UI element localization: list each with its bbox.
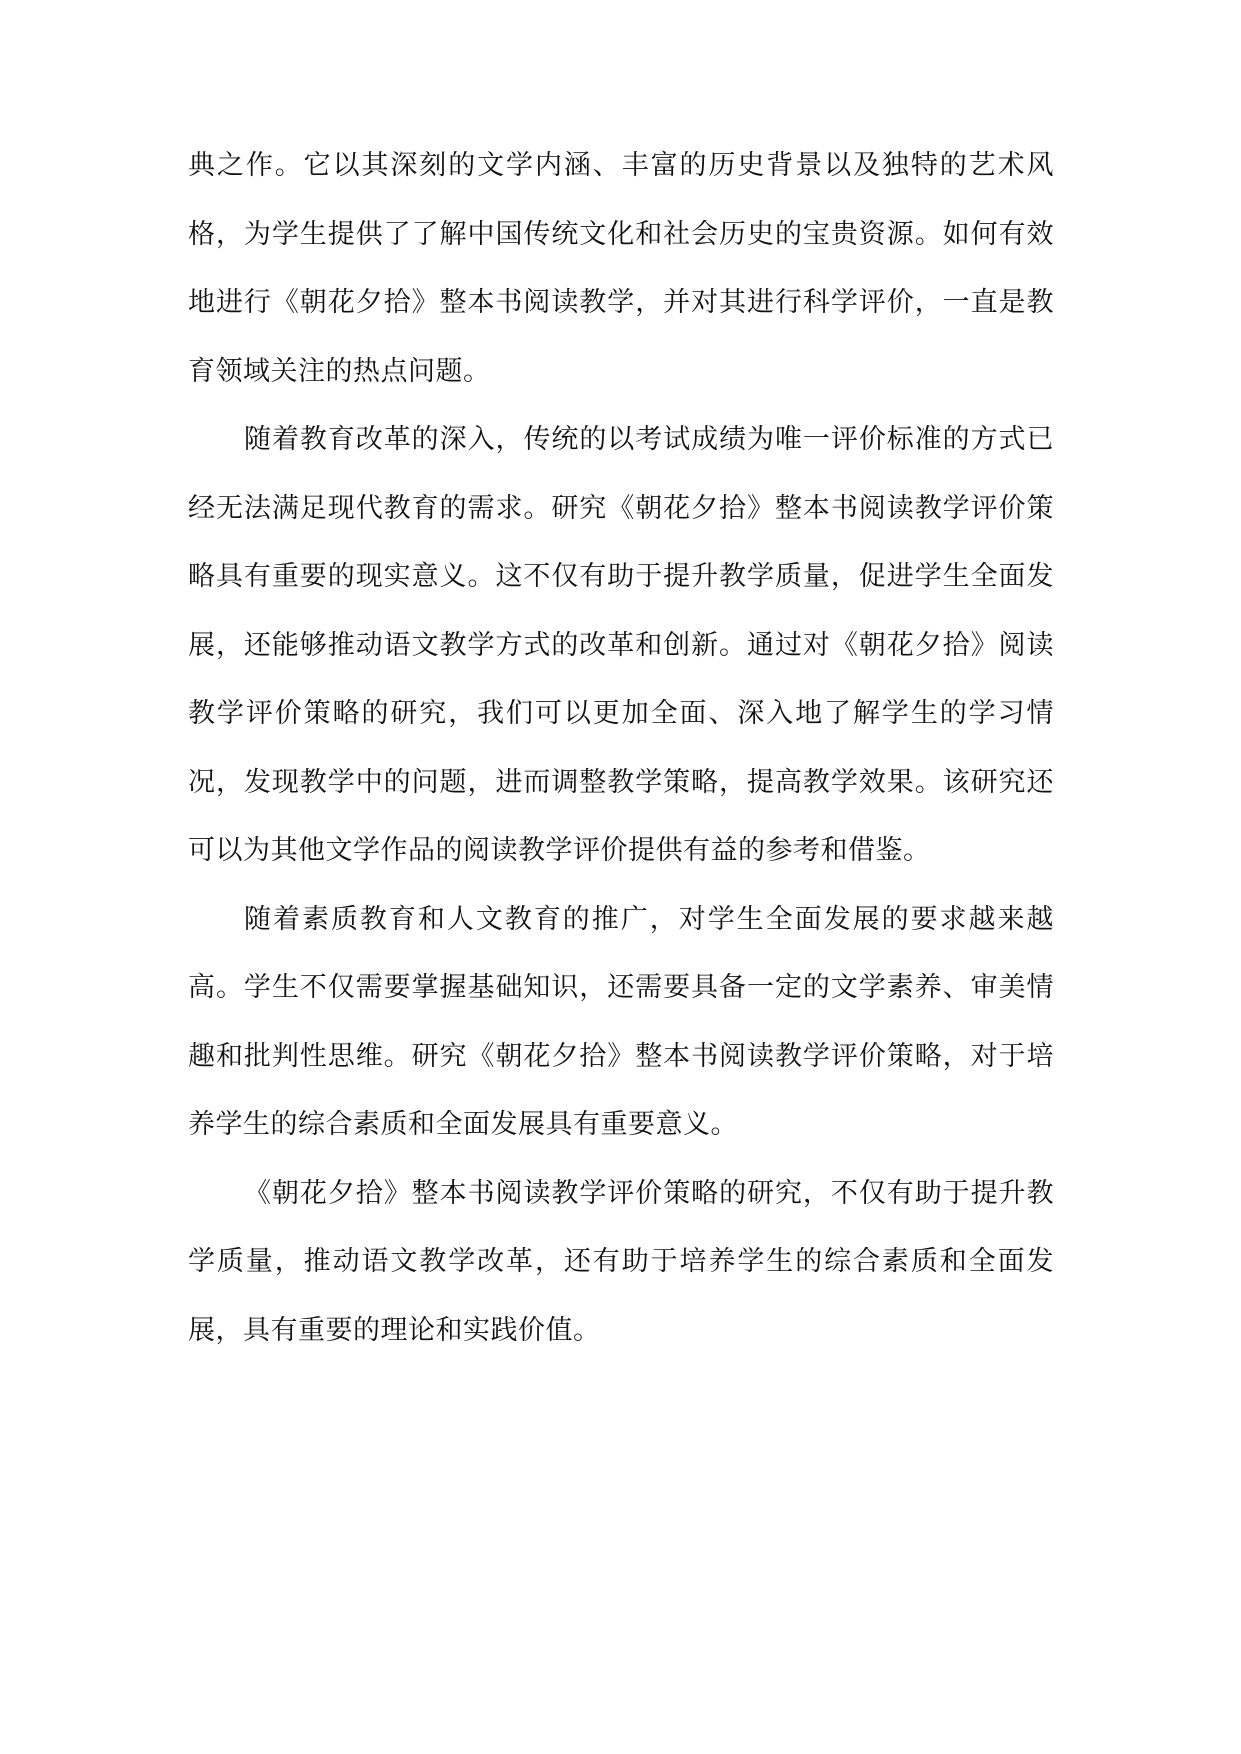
paragraph-3: 随着素质教育和人文教育的推广，对学生全面发展的要求越来越高。学生不仅需要掌握基础知识，还需要具备一定的文学素养、审美情趣和批判性思维。研究《朝花夕拾》整本书阅读教学评价策略，对于培养学生的综合素质和全面发展具有重要意义。 xyxy=(188,903,1054,1140)
document-body xyxy=(188,132,1054,1365)
paragraph-2: 随着教育改革的深入，传统的以考试成绩为唯一评价标准的方式已经无法满足现代教育的需求。研究《朝花夕拾》整本书阅读教学评价策略具有重要的现实意义。这不仅有助于提升教学质量，促进学生全面发展，还能够推动语文教学方式的改革和创新。通过对《朝花夕拾》阅读教学评价策略的研究，我们可以更加全面、深入地了解学生的学习情况，发现教学中的问题，进而调整教学策略，提高教学效果。该研究还可以为其他文学作品的阅读教学评价提供有益的参考和借鉴。 xyxy=(188,424,1054,866)
paragraph-4: 《朝花夕拾》整本书阅读教学评价策略的研究，不仅有助于提升教学质量，推动语文教学改革，还有助于培养学生的综合素质和全面发展，具有重要的理论和实践价值。 xyxy=(188,1177,1054,1346)
paragraph-1: 典之作。它以其深刻的文学内涵、丰富的历史背景以及独特的艺术风格，为学生提供了了解中国传统文化和社会历史的宝贵资源。如何有效地进行《朝花夕拾》整本书阅读教学，并对其进行科学评价，一直是教育领域关注的热点问题。 xyxy=(188,150,1054,387)
